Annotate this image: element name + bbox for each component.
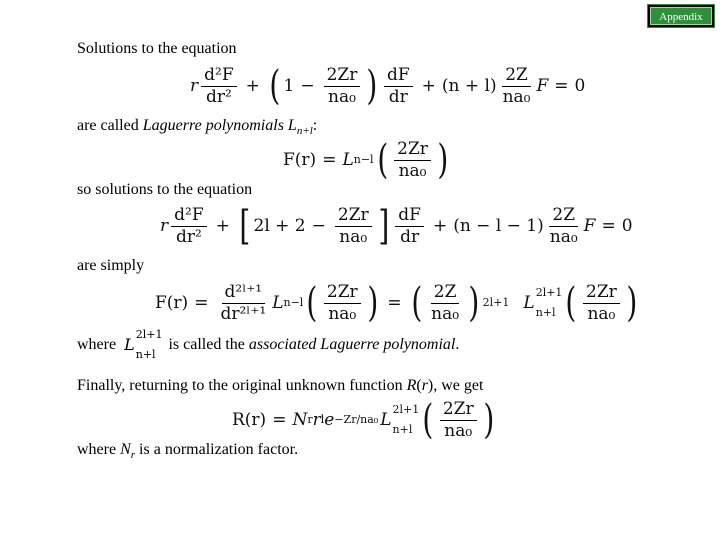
text-line-3: so solutions to the equation <box>77 181 253 198</box>
equation-1: r $\frac{\text{d²F}}{\text{dr²}}$ + ( 1 − $\frac{2Zr}{\text{na₀}}$ ) $\frac{dF}{dr}$ + (n + l) $\frac{2Z}{\text{na₀}}$ F = 0 <box>190 63 586 109</box>
equation-2: F(r) = L n−l ( $\frac{2Zr}{\text{na₀}}$ ) <box>283 137 449 183</box>
text-line-7: where $N_r$ is a normalization factor. <box>77 441 299 462</box>
equation-4: F(r) = $\frac{\text{d²ˡ⁺¹}}{\text{dr²ˡ⁺¹}}$ L n−l ( $\frac{2Zr}{\text{na₀}}$ ) = ( $\frac{2Z}{\text{na₀}}$ ) 2l+1 L 2l+1 n+l ( $\frac{2Zr}{\text{na₀}}$ ) <box>155 280 638 326</box>
inline-laguerre-symbol: L 2l+1 n+l <box>124 328 163 361</box>
text-line-2: are called Laguerre polynomials $L_{n+l}$: <box>77 117 318 138</box>
frac-d2F-dr2: $\frac{\text{d²F}}{\text{dr²}}$ <box>201 66 237 107</box>
text-line-5: where L 2l+1 n+l is called the associated Laguerre polynomial . <box>77 328 460 361</box>
appendix-button-label: Appendix <box>650 7 712 25</box>
text-line-6: Finally, returning to the original unknown function R(r), we get <box>77 377 484 394</box>
text-line-1: Solutions to the equation <box>77 40 237 57</box>
equation-3: r $\frac{\text{d²F}}{\text{dr²}}$ + [ 2l + 2 − $\frac{2Zr}{\text{na₀}}$ ] $\frac{dF}{dr}$ + (n − l − 1) $\frac{2Z}{\text{na₀}}$ F = 0 <box>160 203 633 249</box>
text-line-4: are simply <box>77 257 145 274</box>
appendix-button[interactable] <box>647 4 715 28</box>
equation-5: R(r) = N r r l e −Zr/na₀ L 2l+1 n+l ( $\frac{2Zr}{\text{na₀}}$ ) <box>232 397 494 443</box>
